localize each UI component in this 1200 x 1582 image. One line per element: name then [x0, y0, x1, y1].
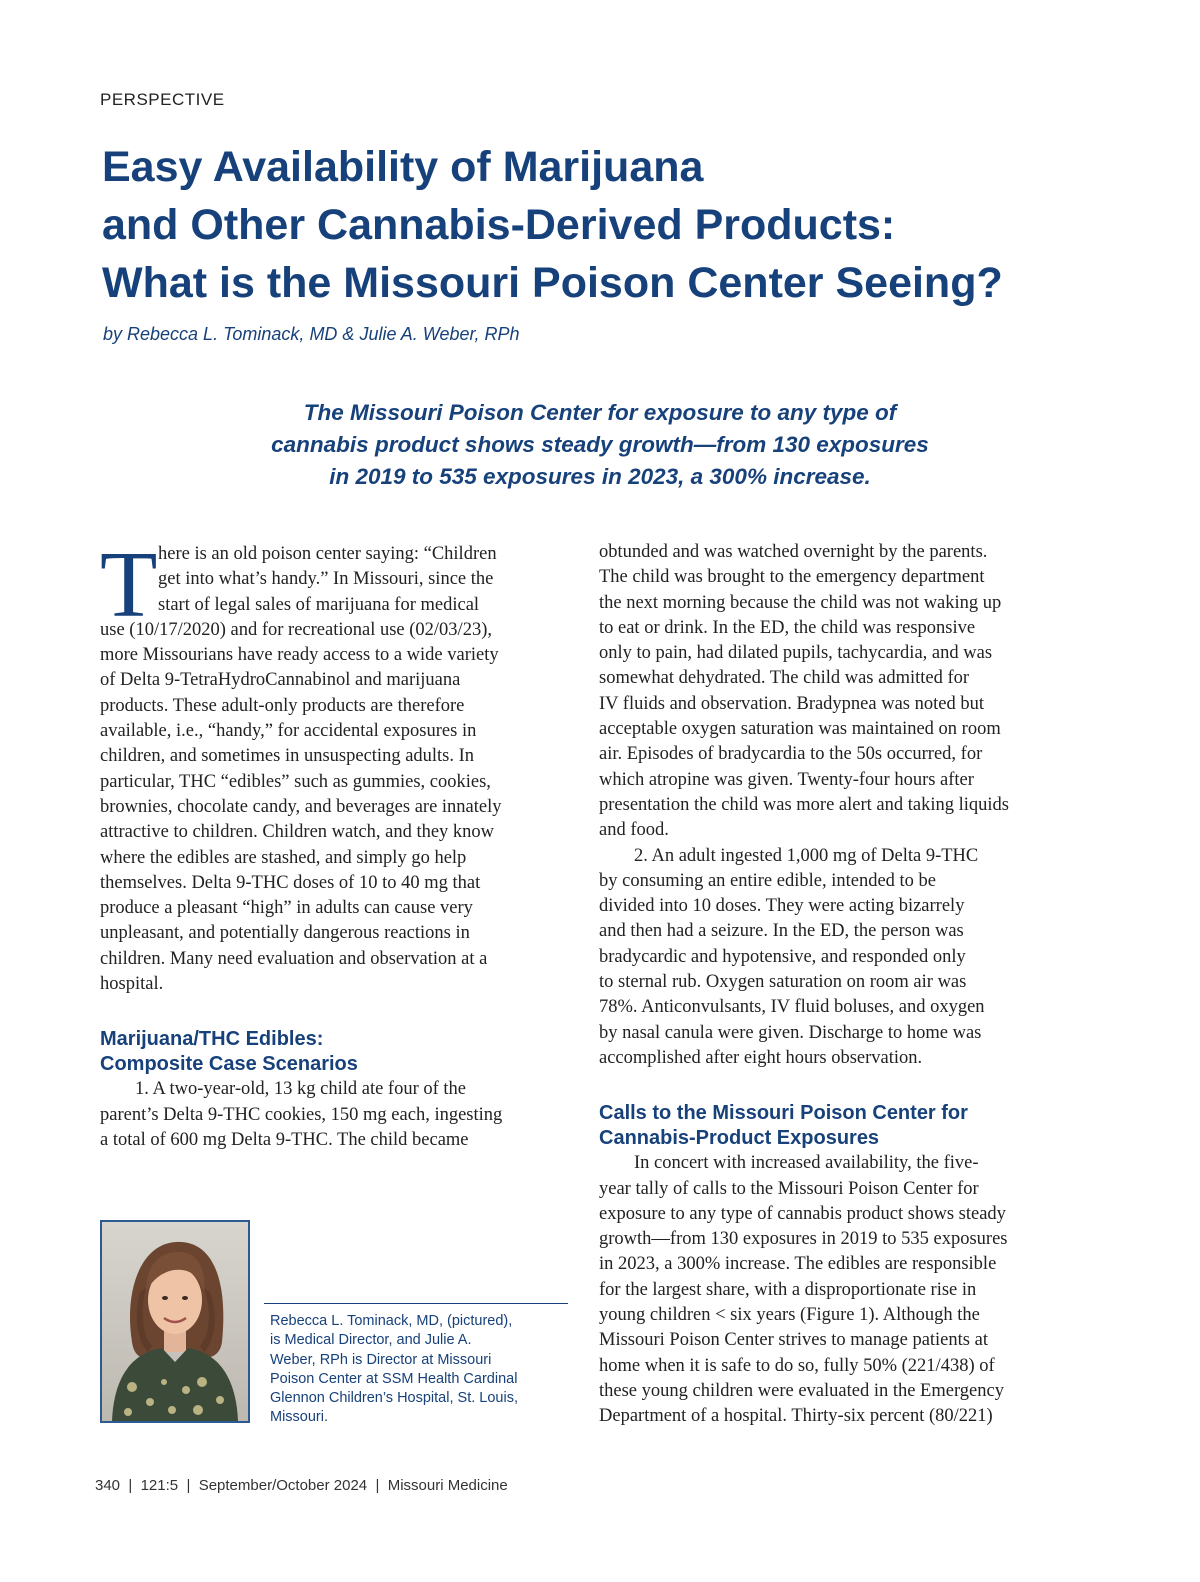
text-line: exposure to any type of cannabis product shows steady [599, 1203, 1006, 1224]
caption-line: Rebecca L. Tominack, MD, (pictured), [270, 1313, 513, 1329]
case-1-paragraph [100, 1077, 570, 1153]
pull-quote-line: The Missouri Poison Center for exposure to any type of [303, 400, 897, 425]
text-line: children. Many need evaluation and observation at a [100, 948, 488, 969]
text-line: accomplished after eight hours observation. [599, 1047, 923, 1068]
text-line: In concert with increased availability, the five- [634, 1153, 979, 1174]
caption-line: Poison Center at SSM Health Cardinal [270, 1370, 518, 1387]
text-line: attractive to children. Children watch, and they know [100, 822, 495, 843]
text-line: available, i.e., “handy,” for accidental exposures in [100, 721, 477, 742]
text-line: 2. An adult ingested 1,000 mg of Delta 9-THC [634, 845, 979, 866]
text-line: these young children were evaluated in the Emergency [599, 1380, 1004, 1401]
pull-quote-line: cannabis product shows steady growth—from 130 exposures [271, 432, 929, 457]
text-line: products. These adult-only products are therefore [100, 695, 465, 716]
section-heading-calls [599, 1101, 1079, 1151]
text-line: for the largest share, with a disproportionate rise in [599, 1279, 977, 1300]
text-line: by nasal canula were given. Discharge to home was [599, 1022, 982, 1043]
title-line: Easy Availability of Marijuana [102, 143, 704, 191]
text-line: only to pain, had dilated pupils, tachycardia, and was [599, 643, 993, 664]
text-line: a total of 600 mg Delta 9-THC. The child became [100, 1129, 469, 1150]
text-line: 1. A two-year-old, 13 kg child ate four of the [135, 1079, 467, 1100]
text-line: obtunded and was watched overnight by the parents. [599, 542, 988, 562]
text-line: particular, THC “edibles” such as gummies, cookies, [100, 771, 491, 792]
text-line: which atropine was given. Twenty-four hours after [599, 769, 974, 790]
pull-quote [140, 397, 1060, 493]
text-line: here is an old poison center saying: “Children [158, 544, 497, 564]
text-line: in 2023, a 300% increase. The edibles are responsible [599, 1254, 997, 1275]
section-heading-edibles [100, 1027, 570, 1077]
text-line: to sternal rub. Oxygen saturation on room air was [599, 972, 967, 993]
text-line: to eat or drink. In the ED, the child was responsive [599, 617, 976, 638]
article-title [102, 138, 1142, 312]
author-portrait-image [102, 1222, 248, 1421]
title-line: and Other Cannabis-Derived Products: [102, 201, 896, 249]
text-line: where the edibles are stashed, and simply go help [100, 847, 467, 868]
right-column [599, 540, 1079, 1430]
heading-line: Cannabis-Product Exposures [599, 1127, 880, 1150]
caption-line: Weber, RPh is Director at Missouri [270, 1351, 492, 1368]
text-line: children, and sometimes in unsuspecting adults. In [100, 746, 475, 767]
text-line: Missouri Poison Center strives to manage patients at [599, 1330, 988, 1351]
heading-line: Marijuana/THC Edibles: [100, 1028, 324, 1051]
section-label: PERSPECTIVE [100, 90, 225, 109]
case-1-continued [599, 540, 1079, 844]
text-line: The child was brought to the emergency department [599, 567, 985, 588]
text-line: presentation the child was more alert and taking liquids [599, 794, 1009, 815]
text-line: of Delta 9-TetraHydroCannabinol and marijuana [100, 670, 461, 691]
heading-line: Calls to the Missouri Poison Center for [599, 1102, 968, 1125]
title-line: What is the Missouri Poison Center Seeing? [102, 259, 1003, 307]
author-photo [100, 1220, 250, 1423]
caption-line: Missouri. [270, 1409, 329, 1426]
text-line: the next morning because the child was not waking up [599, 592, 1002, 613]
text-line: unpleasant, and potentially dangerous reactions in [100, 923, 470, 944]
text-line: use (10/17/2020) and for recreational use (02/03/23), [100, 619, 492, 640]
text-line: divided into 10 doses. They were acting bizarrely [599, 896, 965, 917]
text-line: bradycardic and hypotensive, and responded only [599, 946, 966, 967]
caption-line: Glennon Children’s Hospital, St. Louis, [270, 1390, 518, 1407]
caption-line: is Medical Director, and Julie A. [270, 1332, 472, 1349]
text-line: young children < six years (Figure 1). Although the [599, 1305, 980, 1326]
calls-paragraph [599, 1151, 1079, 1429]
intro-paragraph [100, 542, 570, 997]
byline: by Rebecca L. Tominack, MD & Julie A. Weber, RPh [103, 324, 520, 344]
left-column [100, 533, 570, 1153]
text-line: get into what’s handy.” In Missouri, since the [158, 569, 494, 590]
text-line: themselves. Delta 9-THC doses of 10 to 40 mg that [100, 872, 481, 893]
page-footer: 340 | 121:5 | September/October 2024 | Missouri Medicine [95, 1477, 508, 1494]
text-line: start of legal sales of marijuana for medical [158, 594, 480, 615]
text-line: more Missourians have ready access to a wide variety [100, 645, 499, 666]
case-2-paragraph [599, 844, 1079, 1072]
text-line: parent’s Delta 9-THC cookies, 150 mg each, ingesting [100, 1104, 503, 1125]
text-line: produce a pleasant “high” in adults can cause very [100, 898, 473, 919]
text-line: air. Episodes of bradycardia to the 50s occurred, for [599, 744, 983, 765]
text-line: somewhat dehydrated. The child was admitted for [599, 668, 970, 689]
text-line: Department of a hospital. Thirty-six percent (80/221) [599, 1406, 993, 1427]
author-caption [270, 1312, 570, 1428]
text-line: acceptable oxygen saturation was maintained on room [599, 719, 1001, 740]
text-line: growth—from 130 exposures in 2019 to 535 exposures [599, 1229, 1008, 1250]
text-line: year tally of calls to the Missouri Poison Center for [599, 1178, 979, 1199]
text-line: and food. [599, 820, 669, 841]
text-line: brownies, chocolate candy, and beverages are innately [100, 796, 502, 817]
text-line: IV fluids and observation. Bradypnea was noted but [599, 693, 984, 714]
text-line: home when it is safe to do so, fully 50% (221/438) of [599, 1355, 995, 1376]
text-line: by consuming an entire edible, intended to be [599, 870, 937, 891]
heading-line: Composite Case Scenarios [100, 1053, 358, 1076]
text-line: hospital. [100, 974, 164, 995]
text-line: 78%. Anticonvulsants, IV fluid boluses, and oxygen [599, 997, 985, 1018]
text-line: and then had a seizure. In the ED, the person was [599, 921, 964, 942]
pull-quote-line: in 2019 to 535 exposures in 2023, a 300% increase. [329, 464, 871, 489]
drop-cap: T [100, 533, 158, 637]
caption-rule [264, 1303, 568, 1304]
